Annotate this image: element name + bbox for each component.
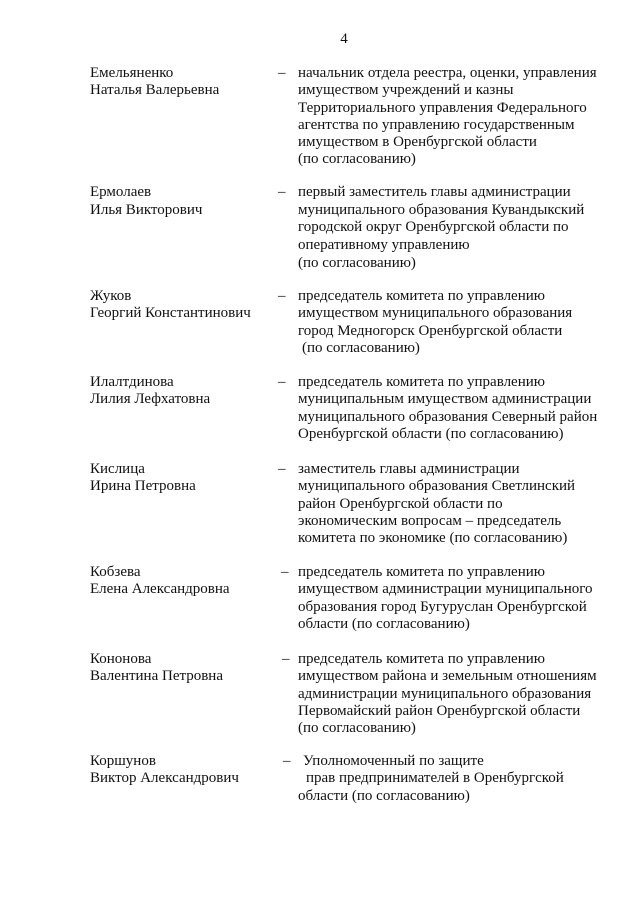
position-description xyxy=(298,753,564,805)
position-line: имуществом района и земельным отношениям xyxy=(298,668,597,685)
position-line: имуществом администрации муниципального xyxy=(298,581,593,598)
position-line: муниципального образования Северный район xyxy=(298,408,598,425)
dash-separator: – xyxy=(278,461,286,477)
position-line: (по согласованию) xyxy=(298,151,416,168)
person-name xyxy=(90,753,239,788)
given-name-patronymic: Илья Викторович xyxy=(90,201,203,218)
person-name xyxy=(90,65,219,100)
position-line: оперативному управлению xyxy=(298,237,470,254)
given-name-patronymic: Георгий Константинович xyxy=(90,305,251,322)
dash-separator: – xyxy=(278,184,286,200)
position-line: председатель комитета по управлению xyxy=(298,564,545,580)
position-description xyxy=(298,184,584,272)
position-line: муниципальным имуществом администрации xyxy=(298,391,592,408)
position-line: председатель комитета по управлению xyxy=(298,651,545,667)
surname: Кислица xyxy=(90,461,145,477)
given-name-patronymic: Лилия Лефхатовна xyxy=(90,391,211,408)
surname: Коршунов xyxy=(90,753,156,769)
position-line: прав предпринимателей в Оренбургской xyxy=(306,770,564,787)
position-line: области (по согласованию) xyxy=(298,787,470,804)
position-line: Первомайский район Оренбургской области xyxy=(298,702,581,719)
person-name xyxy=(90,184,202,219)
person-name xyxy=(90,288,251,323)
given-name-patronymic: Виктор Александрович xyxy=(90,770,239,787)
position-line: город Медногорск Оренбургской области xyxy=(298,322,563,339)
position-line: имуществом учреждений и казны xyxy=(298,82,514,99)
position-line: председатель комитета по управлению xyxy=(298,288,545,304)
surname: Кобзева xyxy=(90,564,141,580)
given-name-patronymic: Наталья Валерьевна xyxy=(90,82,220,99)
dash-separator: – xyxy=(282,651,290,667)
dash-separator: – xyxy=(281,564,289,580)
position-line: администрации муниципального образования xyxy=(298,685,592,702)
position-line: агентства по управлению государственным xyxy=(298,116,575,133)
position-line: области (по согласованию) xyxy=(298,615,470,632)
given-name-patronymic: Ирина Петровна xyxy=(90,478,196,495)
person-name xyxy=(90,651,223,686)
dash-separator: – xyxy=(278,288,286,304)
position-line: район Оренбургской области по xyxy=(298,495,503,512)
dash-separator: – xyxy=(278,65,286,81)
position-line: Оренбургской области (по согласованию) xyxy=(298,425,564,442)
position-description xyxy=(298,65,597,169)
position-description xyxy=(298,564,593,633)
position-description xyxy=(298,288,572,357)
surname: Жуков xyxy=(90,288,132,304)
person-name xyxy=(90,564,230,599)
position-line: экономическим вопросам – председатель xyxy=(298,512,562,529)
position-line: имуществом муниципального образования xyxy=(298,305,573,322)
position-line: городской округ Оренбургской области по xyxy=(298,219,569,236)
person-name xyxy=(90,374,210,409)
position-line: (по согласованию) xyxy=(302,339,420,356)
position-line: муниципального образования Кувандыкский xyxy=(298,201,585,218)
position-line: (по согласованию) xyxy=(298,720,416,737)
dash-separator: – xyxy=(283,753,291,769)
position-line: Территориального управления Федерального xyxy=(298,99,587,116)
given-name-patronymic: Валентина Петровна xyxy=(90,668,223,685)
surname: Емельяненко xyxy=(90,65,174,81)
position-line: образования город Бугуруслан Оренбургской xyxy=(298,598,587,615)
position-line: комитета по экономике (по согласованию) xyxy=(298,530,568,547)
position-description xyxy=(298,651,597,737)
surname: Ермолаев xyxy=(90,184,152,200)
position-description xyxy=(298,461,575,547)
surname: Илалтдинова xyxy=(90,374,174,390)
position-line: начальник отдела реестра, оценки, управления xyxy=(298,65,597,81)
position-description xyxy=(298,374,597,443)
position-line: Уполномоченный по защите xyxy=(303,753,484,769)
surname: Кононова xyxy=(90,651,152,667)
position-line: первый заместитель главы администрации xyxy=(298,184,571,200)
dash-separator: – xyxy=(278,374,286,390)
given-name-patronymic: Елена Александровна xyxy=(90,581,230,598)
position-line: (по согласованию) xyxy=(298,254,416,271)
position-line: заместитель главы администрации xyxy=(298,461,520,477)
person-name xyxy=(90,461,196,496)
position-line: имуществом в Оренбургской области xyxy=(298,134,537,151)
page-number: 4 xyxy=(340,31,348,47)
position-line: муниципального образования Светлинский xyxy=(298,478,576,495)
position-line: председатель комитета по управлению xyxy=(298,374,545,390)
